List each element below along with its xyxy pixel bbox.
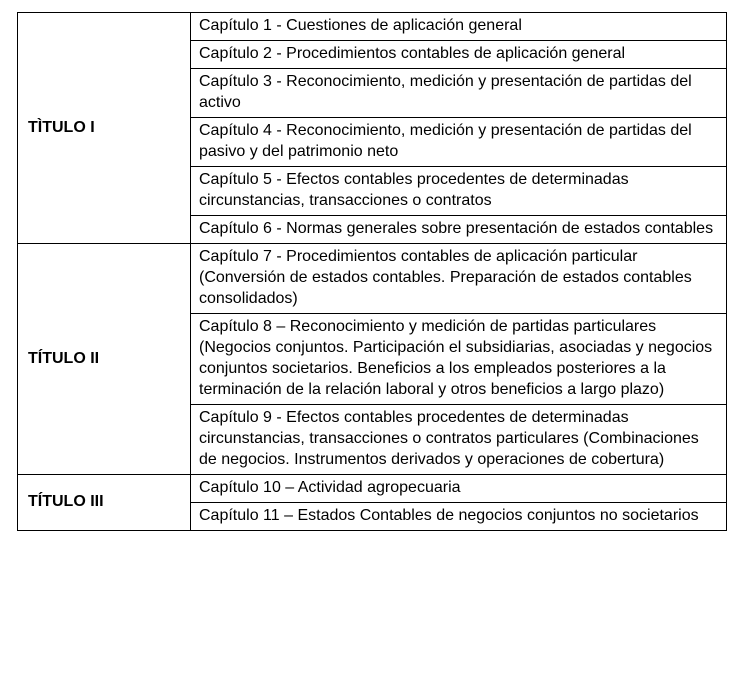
chapter-cell <box>191 405 727 475</box>
chapter-number: Capítulo 9 <box>199 409 272 426</box>
chapter-separator: – <box>279 507 298 524</box>
title-label: TÌTULO I <box>18 13 191 244</box>
chapter-cell <box>191 13 727 41</box>
table-row <box>18 13 727 41</box>
chapter-text: Procedimientos contables de aplicación particular (Conversión de estados contables. Preparación de estados contables consolidados) <box>199 248 692 307</box>
chapters-table <box>17 12 727 531</box>
table-row <box>18 244 727 314</box>
chapter-number: Capítulo 4 <box>199 122 272 139</box>
chapter-cell <box>191 69 727 118</box>
chapter-separator: - <box>271 17 287 34</box>
chapter-text: Procedimientos contables de aplicación general <box>286 45 626 62</box>
chapter-separator: - <box>271 220 287 237</box>
chapter-separator: - <box>271 122 287 139</box>
chapter-text: Cuestiones de aplicación general <box>286 17 522 34</box>
chapter-cell <box>191 503 727 531</box>
chapter-text: Normas generales sobre presentación de estados contables <box>286 220 714 237</box>
chapter-text: Actividad agropecuaria <box>297 479 461 496</box>
chapter-text: Reconocimiento y medición de partidas particulares (Negocios conjuntos. Participación el subsidiarias, asociadas y negocios conjuntos societarios. Beneficios a los empleados posteriores a la terminación de la relación laboral y otros beneficios a largo plazo) <box>199 318 713 398</box>
chapter-number: Capítulo 2 <box>199 45 272 62</box>
chapter-separator: – <box>280 479 298 496</box>
chapter-separator: - <box>271 45 287 62</box>
chapter-cell <box>191 167 727 216</box>
chapter-number: Capítulo 11 <box>199 507 280 524</box>
chapter-text: Efectos contables procedentes de determinadas circunstancias, transacciones o contratos <box>199 171 629 209</box>
chapter-number: Capítulo 7 <box>199 248 272 265</box>
chapter-cell <box>191 41 727 69</box>
chapter-text: Estados Contables de negocios conjuntos no societarios <box>297 507 699 524</box>
title-label: TÍTULO II <box>18 244 191 475</box>
chapter-cell <box>191 475 727 503</box>
chapter-cell <box>191 244 727 314</box>
chapter-number: Capítulo 5 <box>199 171 272 188</box>
chapter-number: Capítulo 3 <box>199 73 272 90</box>
chapter-text: Reconocimiento, medición y presentación de partidas del activo <box>199 73 692 111</box>
chapter-separator: - <box>271 73 287 90</box>
table-row <box>18 475 727 503</box>
chapter-cell <box>191 118 727 167</box>
chapter-number: Capítulo 1 <box>199 17 272 34</box>
chapter-text: Reconocimiento, medición y presentación de partidas del pasivo y del patrimonio neto <box>199 122 692 160</box>
title-label: TÍTULO III <box>18 475 191 531</box>
chapter-separator: - <box>271 248 287 265</box>
chapter-number: Capítulo 10 <box>199 479 281 496</box>
chapter-number: Capítulo 8 <box>199 318 272 335</box>
chapter-text: Efectos contables procedentes de determinadas circunstancias, transacciones o contratos particulares (Combinaciones de negocios. Instrumentos derivados y operaciones de cobertura) <box>199 409 699 468</box>
chapter-separator: – <box>271 318 290 335</box>
chapter-separator: - <box>271 409 287 426</box>
chapter-cell <box>191 216 727 244</box>
chapter-number: Capítulo 6 <box>199 220 272 237</box>
chapter-cell <box>191 314 727 405</box>
chapter-separator: - <box>271 171 287 188</box>
